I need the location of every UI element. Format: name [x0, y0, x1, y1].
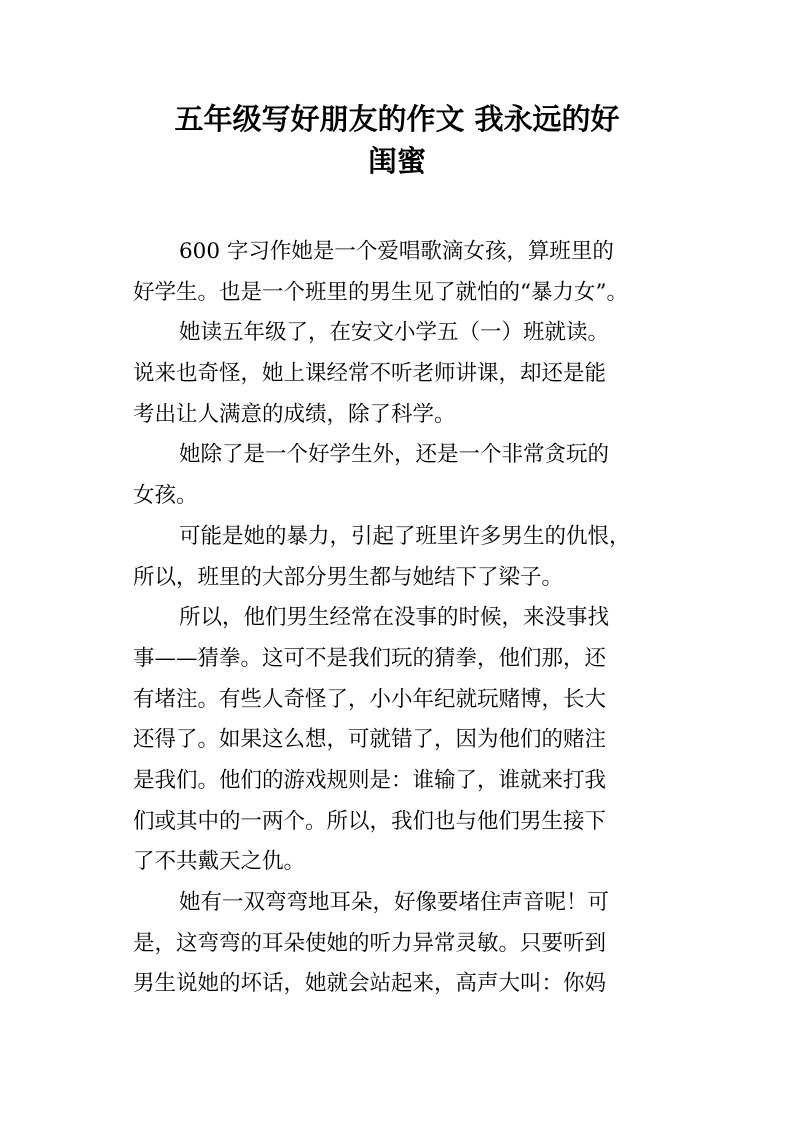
text-line: 好学生。也是一个班里的男生见了就怕的“暴力女”。	[133, 279, 628, 305]
body-text	[133, 232, 673, 1005]
text-line: 考出让人满意的成绩，除了科学。	[133, 401, 456, 427]
title-line-1: 五年级写好朋友的作文 我永远的好	[174, 102, 620, 136]
text-line: 她有一双弯弯地耳朵，好像要堵住声音呢！可	[179, 890, 610, 915]
text-line: 有堵注。有些人奇怪了，小小年纪就玩赌博，长大	[133, 686, 607, 712]
text-line: 是，这弯弯的耳朵使她的听力异常灵敏。只要听到	[133, 930, 607, 956]
title-line-2: 闺蜜	[367, 144, 426, 178]
text-line: 女孩。	[133, 483, 198, 509]
text-line: 们或其中的一两个。所以，我们也与他们男生接下	[133, 808, 607, 834]
text-line: 了不共戴天之仇。	[133, 849, 306, 875]
text-line: 她读五年级了，在安文小学五（一）班就读。	[179, 320, 610, 346]
text-line: 所以，他们男生经常在没事的时候，来没事找	[179, 605, 610, 631]
text-line: 可能是她的暴力，引起了班里许多男生的仇恨，	[179, 523, 631, 549]
text-line: 600 字习作她是一个爱唱歌滴女孩，算班里的	[179, 239, 614, 264]
text-line: 事——猜拳。这可不是我们玩的猜拳，他们那，还	[133, 645, 607, 671]
text-line: 是我们。他们的游戏规则是：谁输了，谁就来打我	[133, 767, 607, 793]
text-line: 她除了是一个好学生外，还是一个非常贪玩的	[179, 442, 610, 468]
text-line: 所以，班里的大部分男生都与她结下了梁子。	[133, 564, 564, 590]
text-line: 男生说她的坏话，她就会站起来，高声大叫：你妈	[133, 971, 607, 997]
text-line: 还得了。如果这么想，可就错了，因为他们的赌注	[133, 727, 607, 753]
document-title	[130, 98, 664, 182]
text-line: 说来也奇怪，她上课经常不听老师讲课，却还是能	[133, 361, 607, 387]
